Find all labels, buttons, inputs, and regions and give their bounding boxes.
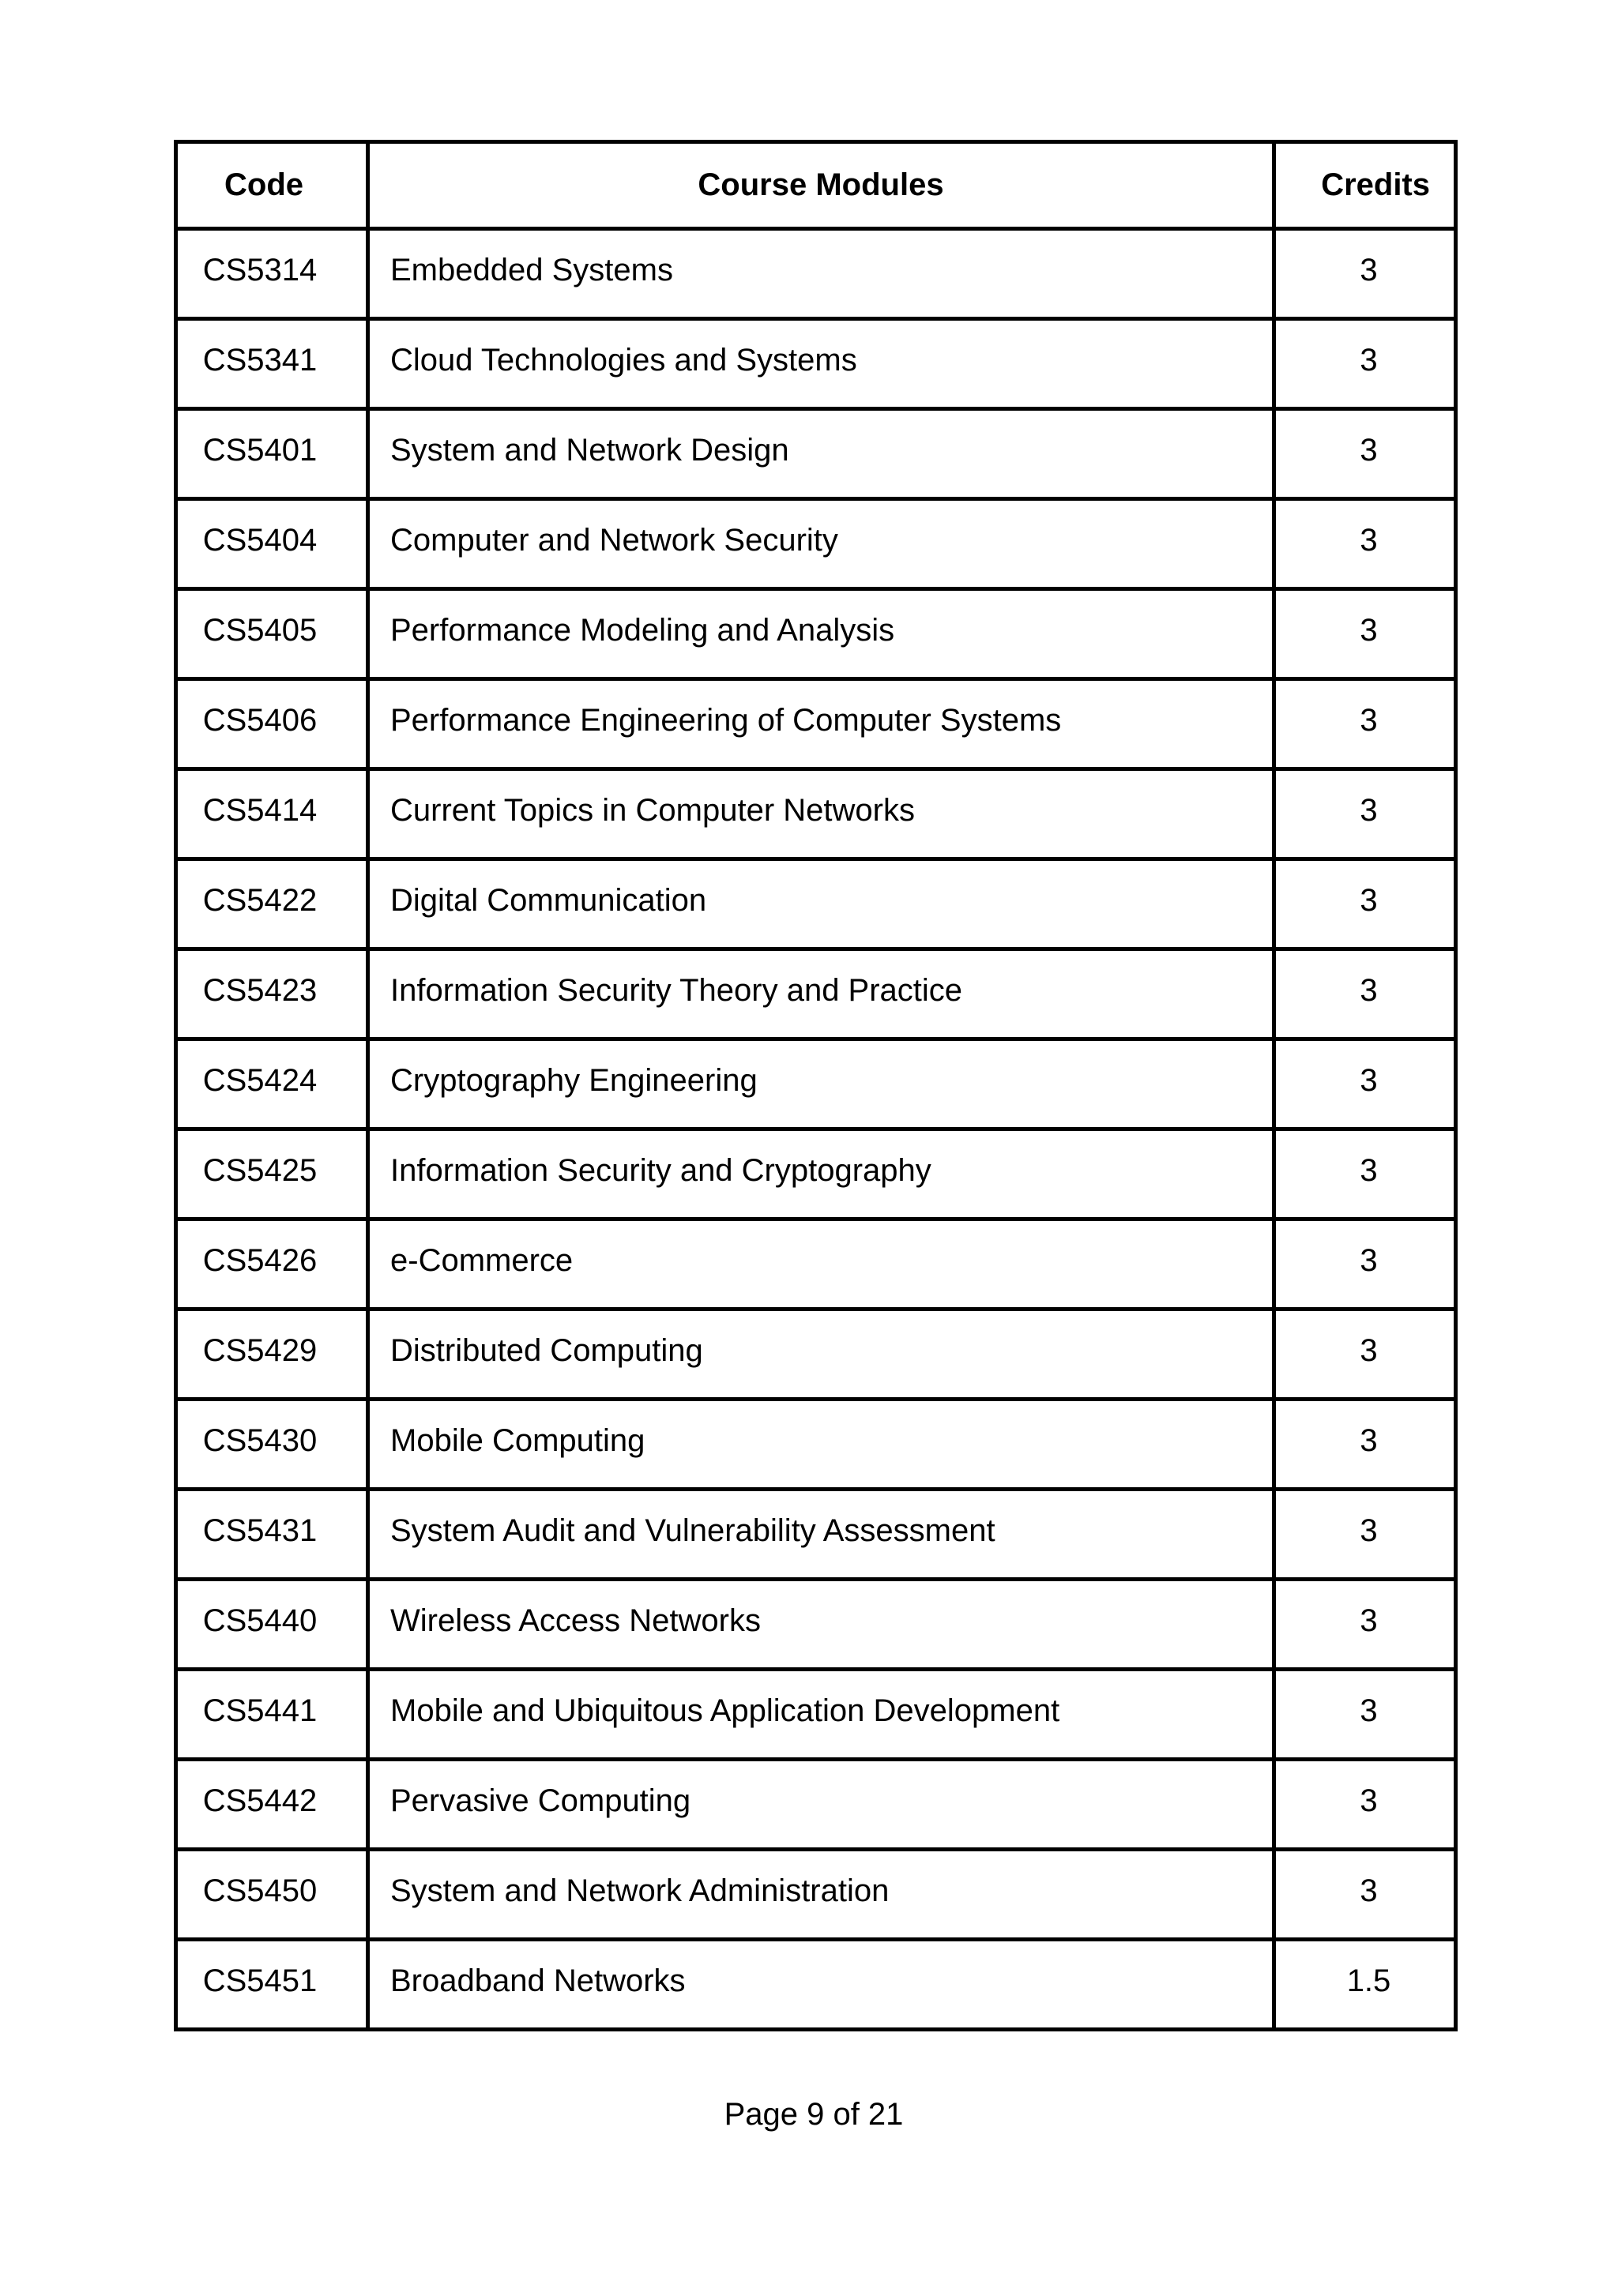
module-code: CS5314 <box>176 229 368 319</box>
module-code: CS5442 <box>176 1760 368 1850</box>
module-name: Cryptography Engineering <box>368 1039 1274 1129</box>
module-credits: 3 <box>1274 1490 1456 1580</box>
header-credits: Credits <box>1274 142 1456 229</box>
module-code: CS5423 <box>176 949 368 1039</box>
table-row <box>176 1850 1456 1940</box>
table-row <box>176 229 1456 319</box>
module-credits: 3 <box>1274 1129 1456 1219</box>
module-name: System Audit and Vulnerability Assessment <box>368 1490 1274 1580</box>
module-name: Computer and Network Security <box>368 499 1274 589</box>
module-name: System and Network Design <box>368 409 1274 499</box>
module-credits: 3 <box>1274 769 1456 859</box>
module-credits: 3 <box>1274 1400 1456 1490</box>
table-header-row <box>176 142 1456 229</box>
table-row <box>176 1760 1456 1850</box>
module-credits: 3 <box>1274 1039 1456 1129</box>
module-code: CS5406 <box>176 679 368 769</box>
module-code: CS5440 <box>176 1580 368 1670</box>
module-code: CS5429 <box>176 1310 368 1400</box>
table-row <box>176 1039 1456 1129</box>
table-row <box>176 1310 1456 1400</box>
table-row <box>176 409 1456 499</box>
module-name: Information Security and Cryptography <box>368 1129 1274 1219</box>
module-name: Mobile Computing <box>368 1400 1274 1490</box>
module-code: CS5424 <box>176 1039 368 1129</box>
table-row <box>176 949 1456 1039</box>
module-code: CS5341 <box>176 319 368 409</box>
table-row <box>176 499 1456 589</box>
module-code: CS5431 <box>176 1490 368 1580</box>
module-name: Digital Communication <box>368 859 1274 949</box>
module-credits: 3 <box>1274 1310 1456 1400</box>
table-row <box>176 1400 1456 1490</box>
header-course-modules: Course Modules <box>368 142 1274 229</box>
table-row <box>176 1129 1456 1219</box>
module-name: Wireless Access Networks <box>368 1580 1274 1670</box>
course-modules-table <box>174 140 1458 2031</box>
table-row <box>176 859 1456 949</box>
table-row <box>176 1580 1456 1670</box>
module-code: CS5405 <box>176 589 368 679</box>
module-credits: 3 <box>1274 1850 1456 1940</box>
module-code: CS5404 <box>176 499 368 589</box>
table-body <box>176 229 1456 2030</box>
module-credits: 3 <box>1274 589 1456 679</box>
module-code: CS5430 <box>176 1400 368 1490</box>
table-row <box>176 1940 1456 2030</box>
module-name: Broadband Networks <box>368 1940 1274 2030</box>
module-code: CS5450 <box>176 1850 368 1940</box>
module-credits: 1.5 <box>1274 1940 1456 2030</box>
module-credits: 3 <box>1274 409 1456 499</box>
page-number: Page 9 of 21 <box>724 2097 904 2132</box>
table-row <box>176 1490 1456 1580</box>
module-name: Embedded Systems <box>368 229 1274 319</box>
module-code: CS5425 <box>176 1129 368 1219</box>
module-credits: 3 <box>1274 1219 1456 1310</box>
module-name: Performance Engineering of Computer Systems <box>368 679 1274 769</box>
module-code: CS5441 <box>176 1670 368 1760</box>
module-credits: 3 <box>1274 859 1456 949</box>
module-credits: 3 <box>1274 1670 1456 1760</box>
table-row <box>176 589 1456 679</box>
module-code: CS5401 <box>176 409 368 499</box>
module-name: Mobile and Ubiquitous Application Development <box>368 1670 1274 1760</box>
module-credits: 3 <box>1274 949 1456 1039</box>
module-credits: 3 <box>1274 499 1456 589</box>
table-row <box>176 319 1456 409</box>
table-row <box>176 1670 1456 1760</box>
module-code: CS5451 <box>176 1940 368 2030</box>
module-name: System and Network Administration <box>368 1850 1274 1940</box>
table-row <box>176 1219 1456 1310</box>
module-code: CS5422 <box>176 859 368 949</box>
module-name: Current Topics in Computer Networks <box>368 769 1274 859</box>
table-row <box>176 769 1456 859</box>
module-name: e-Commerce <box>368 1219 1274 1310</box>
table-row <box>176 679 1456 769</box>
module-code: CS5414 <box>176 769 368 859</box>
module-name: Cloud Technologies and Systems <box>368 319 1274 409</box>
module-name: Information Security Theory and Practice <box>368 949 1274 1039</box>
module-credits: 3 <box>1274 679 1456 769</box>
module-name: Pervasive Computing <box>368 1760 1274 1850</box>
module-credits: 3 <box>1274 319 1456 409</box>
module-name: Distributed Computing <box>368 1310 1274 1400</box>
module-credits: 3 <box>1274 229 1456 319</box>
module-credits: 3 <box>1274 1760 1456 1850</box>
module-name: Performance Modeling and Analysis <box>368 589 1274 679</box>
header-code: Code <box>176 142 368 229</box>
module-code: CS5426 <box>176 1219 368 1310</box>
module-credits: 3 <box>1274 1580 1456 1670</box>
